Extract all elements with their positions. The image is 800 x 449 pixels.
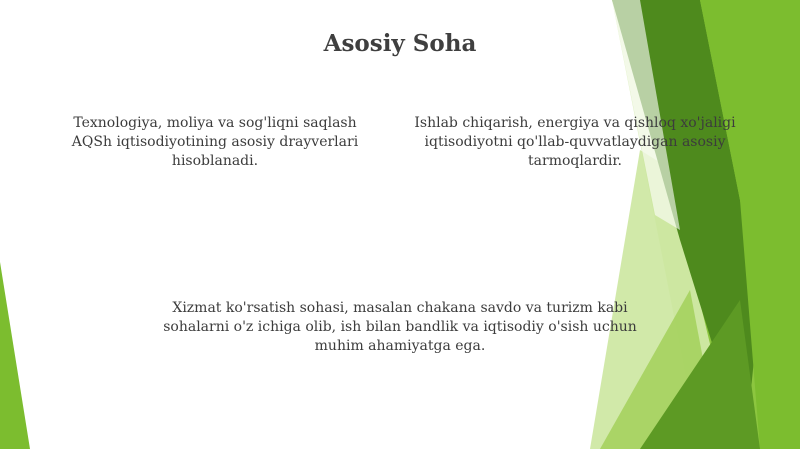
left-green-stripe	[0, 262, 30, 449]
paragraph-key-drivers: Texnologiya, moliya va sog'liqni saqlash AQSh iqtisodiyotining asosiy drayverlari hisoblanadi.	[71, 115, 359, 169]
paragraph-supporting-sectors: Ishlab chiqarish, energiya va qishloq xo'jaligi iqtisodiyotni qo'llab-quvvatlaydigan asosiy tarmoqlardir.	[414, 115, 736, 169]
paragraph-service-sector: Xizmat ko'rsatish sohasi, masalan chakana savdo va turizm kabi sohalarni o'z ichiga olib, ish bilan bandlik va iqtisodiy o'sish uchun muhim ahamiyatga ega.	[163, 300, 637, 354]
slide-title: Asosiy Soha	[323, 30, 477, 57]
